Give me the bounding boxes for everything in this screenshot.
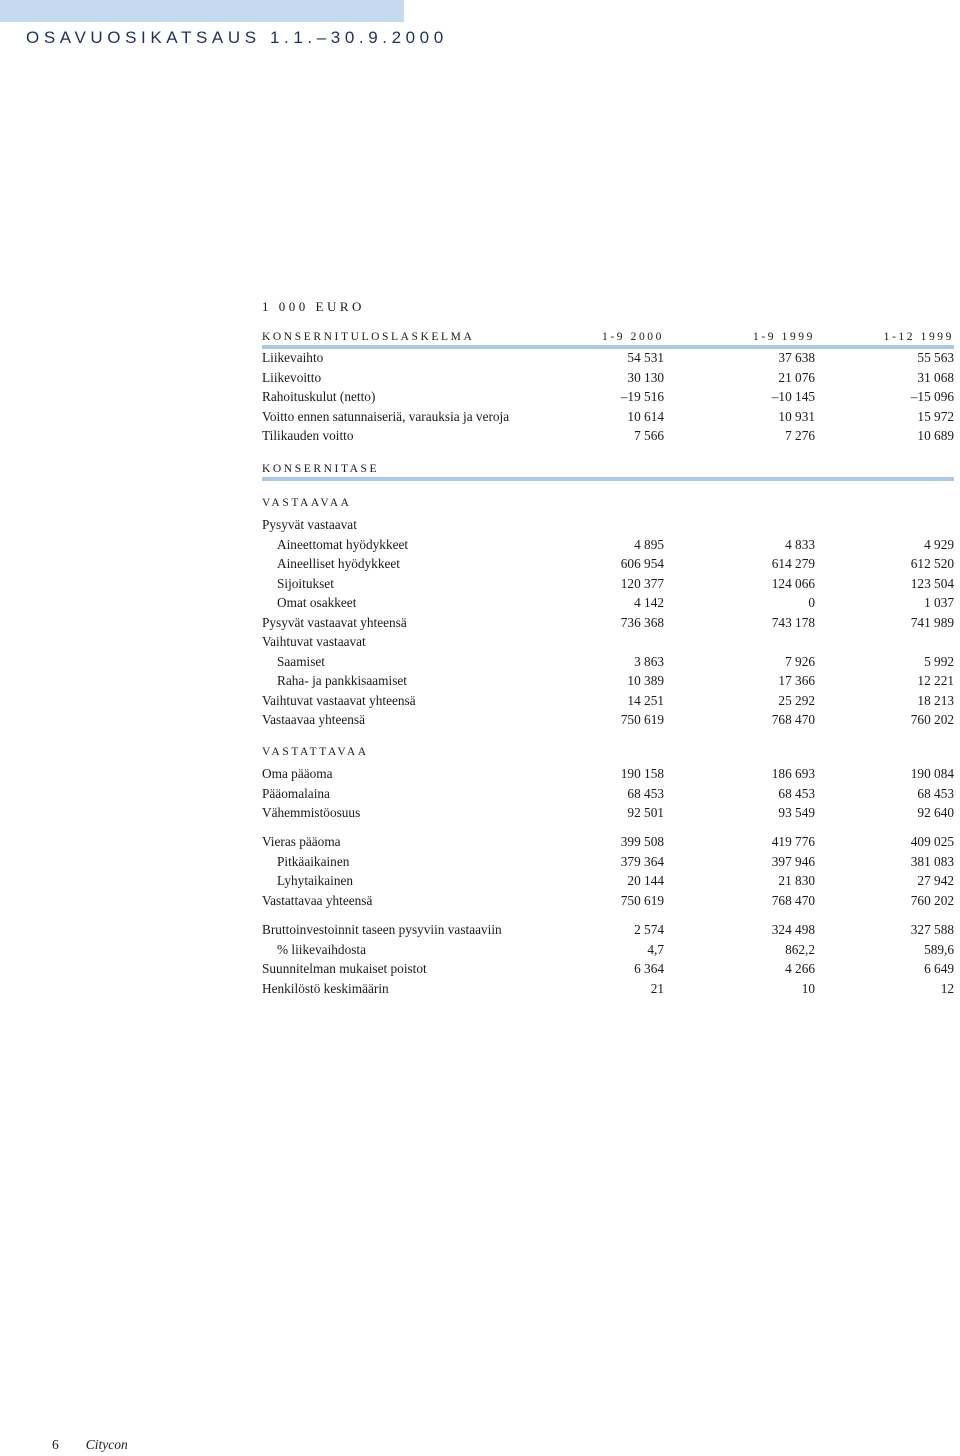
row-label: Pääomalaina xyxy=(262,785,330,801)
unit-label: 1 000 EURO xyxy=(262,299,365,314)
row-label: Vaihtuvat vastaavat xyxy=(262,634,366,649)
row-value-1: 4,7 xyxy=(647,941,664,957)
row-label: Suunnitelman mukaiset poistot xyxy=(262,961,427,976)
table-row xyxy=(262,407,954,426)
row-value-2: 7 926 xyxy=(785,653,815,669)
row-value-1: 7 566 xyxy=(634,428,664,444)
table-row xyxy=(262,348,954,367)
row-value-2: 4 833 xyxy=(785,536,815,552)
row-label: Voitto ennen satunnaiseriä, varauksia ja veroja xyxy=(262,408,510,424)
table-row xyxy=(262,891,954,910)
row-value-1: 14 251 xyxy=(627,692,664,708)
row-value-1: 4 142 xyxy=(634,595,664,610)
table-row xyxy=(262,920,954,939)
table-row xyxy=(262,671,954,690)
row-value-3: 15 972 xyxy=(917,408,954,424)
row-value-1: 54 531 xyxy=(627,350,664,365)
table-row xyxy=(262,593,954,612)
table-row xyxy=(262,871,954,890)
row-value-1: 21 xyxy=(650,980,664,996)
row-value-2: 93 549 xyxy=(778,805,815,820)
row-value-2: 862,2 xyxy=(785,941,815,957)
table-row xyxy=(262,632,954,651)
row-value-3: 10 689 xyxy=(917,428,954,444)
liabilities-title: VASTATTAVAA xyxy=(262,746,369,758)
table-row xyxy=(262,979,954,998)
column-header-2: 1-9 1999 xyxy=(752,331,815,343)
row-label: Oma pääoma xyxy=(262,766,333,781)
row-value-2: 768 470 xyxy=(771,712,815,727)
row-value-1: 3 863 xyxy=(634,653,664,669)
row-value-2: 186 693 xyxy=(771,766,815,781)
table-row xyxy=(262,959,954,978)
balance-sheet-title: KONSERNITASE xyxy=(262,463,380,475)
section-divider xyxy=(262,477,954,481)
table-row xyxy=(262,940,954,959)
row-label: Vastattavaa yhteensä xyxy=(262,892,373,908)
row-label: Henkilöstö keskimäärin xyxy=(262,980,389,996)
row-value-3: –15 096 xyxy=(910,389,954,405)
table-row xyxy=(262,803,954,822)
row-value-1: 399 508 xyxy=(620,834,664,849)
table-row xyxy=(262,387,954,406)
row-value-2: 21 830 xyxy=(778,873,815,888)
row-value-1: 6 364 xyxy=(634,961,664,976)
row-value-1: –19 516 xyxy=(620,389,664,405)
table-row xyxy=(262,515,954,534)
row-label: Sijoitukset xyxy=(277,575,334,591)
row-value-2: 768 470 xyxy=(771,892,815,908)
row-label: Pysyvät vastaavat yhteensä xyxy=(262,614,407,630)
row-label: Rahoituskulut (netto) xyxy=(262,389,376,405)
row-value-1: 750 619 xyxy=(620,712,664,727)
row-value-2: 10 xyxy=(801,980,815,996)
row-value-1: 92 501 xyxy=(627,805,664,820)
column-header-1: 1-9 2000 xyxy=(601,331,664,343)
row-value-2: 324 498 xyxy=(771,922,815,937)
row-value-3: 381 083 xyxy=(910,853,954,869)
row-label: Pitkäaikainen xyxy=(277,853,350,869)
row-value-3: 123 504 xyxy=(910,575,954,591)
row-value-2: 124 066 xyxy=(771,575,815,591)
row-value-1: 736 368 xyxy=(620,614,664,630)
row-value-3: 589,6 xyxy=(924,941,954,957)
row-label: Bruttoinvestoinnit taseen pysyviin vastaaviin xyxy=(262,922,502,937)
row-label: Aineettomat hyödykkeet xyxy=(277,536,409,552)
row-value-3: 409 025 xyxy=(910,834,954,849)
row-value-2: 10 931 xyxy=(778,408,815,424)
table-row xyxy=(262,613,954,632)
row-value-3: 741 989 xyxy=(910,614,954,630)
brand-name: Citycon xyxy=(85,1437,128,1452)
row-value-2: 17 366 xyxy=(778,673,815,688)
row-label: Vastaavaa yhteensä xyxy=(262,712,365,727)
row-value-2: 0 xyxy=(808,595,815,610)
row-value-2: 614 279 xyxy=(771,556,815,571)
row-value-3: 27 942 xyxy=(917,873,954,888)
row-label: Liikevoitto xyxy=(262,369,322,385)
row-value-2: 743 178 xyxy=(771,614,815,630)
row-label: Tilikauden voitto xyxy=(262,428,354,444)
header-accent-bar xyxy=(0,0,404,22)
row-label: Lyhytaikainen xyxy=(277,873,354,888)
table-row xyxy=(262,554,954,573)
row-value-3: 760 202 xyxy=(910,892,954,908)
row-value-3: 31 068 xyxy=(917,369,954,385)
row-value-3: 1 037 xyxy=(924,595,954,610)
page-number: 6 xyxy=(52,1437,59,1452)
row-value-3: 6 649 xyxy=(924,961,954,976)
row-label: Vieras pääoma xyxy=(262,834,341,849)
row-value-3: 12 221 xyxy=(917,673,954,688)
row-label: Saamiset xyxy=(277,653,326,669)
table-row xyxy=(262,691,954,710)
table-row xyxy=(262,784,954,803)
row-value-1: 190 158 xyxy=(620,766,664,781)
row-value-2: 419 776 xyxy=(771,834,815,849)
row-value-1: 750 619 xyxy=(620,892,664,908)
table-row xyxy=(262,368,954,387)
row-value-3: 55 563 xyxy=(917,350,954,365)
row-label: Omat osakkeet xyxy=(277,595,357,610)
table-row xyxy=(262,652,954,671)
row-value-1: 68 453 xyxy=(627,785,664,801)
table-row xyxy=(262,832,954,851)
row-value-3: 190 084 xyxy=(910,766,954,781)
row-value-3: 612 520 xyxy=(910,556,954,571)
row-value-3: 12 xyxy=(940,980,954,996)
row-value-1: 4 895 xyxy=(634,536,664,552)
row-value-3: 5 992 xyxy=(924,653,954,669)
row-value-3: 18 213 xyxy=(917,692,954,708)
row-label: Liikevaihto xyxy=(262,350,324,365)
row-value-2: 21 076 xyxy=(778,369,815,385)
income-statement-title: KONSERNITULOSLASKELMA xyxy=(262,331,475,343)
row-value-1: 30 130 xyxy=(627,369,664,385)
column-header-3: 1-12 1999 xyxy=(883,331,954,343)
row-value-2: 25 292 xyxy=(778,692,815,708)
table-row xyxy=(262,535,954,554)
row-value-2: 397 946 xyxy=(771,853,815,869)
row-value-3: 4 929 xyxy=(924,536,954,552)
row-value-1: 120 377 xyxy=(620,575,664,591)
table-row xyxy=(262,574,954,593)
row-value-2: –10 145 xyxy=(771,389,815,405)
table-row xyxy=(262,764,954,783)
row-label: Pysyvät vastaavat xyxy=(262,517,357,532)
assets-title: VASTAAVAA xyxy=(262,497,352,509)
table-row xyxy=(262,710,954,729)
row-value-3: 92 640 xyxy=(917,805,954,820)
row-value-3: 68 453 xyxy=(917,785,954,801)
row-label: Aineelliset hyödykkeet xyxy=(277,556,400,571)
table-row xyxy=(262,426,954,445)
row-value-2: 4 266 xyxy=(785,961,815,976)
row-value-1: 10 614 xyxy=(627,408,664,424)
row-value-3: 327 588 xyxy=(910,922,954,937)
income-statement-header xyxy=(262,331,954,345)
row-value-1: 379 364 xyxy=(620,853,664,869)
row-label: Raha- ja pankkisaamiset xyxy=(277,673,407,688)
row-value-2: 68 453 xyxy=(778,785,815,801)
row-label: % liikevaihdosta xyxy=(277,941,366,957)
row-value-3: 760 202 xyxy=(910,712,954,727)
row-label: Vähemmistöosuus xyxy=(262,805,361,820)
row-value-1: 2 574 xyxy=(634,922,664,937)
row-label: Vaihtuvat vastaavat yhteensä xyxy=(262,692,416,708)
page-footer xyxy=(52,1437,128,1453)
row-value-1: 606 954 xyxy=(620,556,664,571)
row-value-2: 7 276 xyxy=(785,428,815,444)
row-value-2: 37 638 xyxy=(778,350,815,365)
row-value-1: 10 389 xyxy=(627,673,664,688)
table-row xyxy=(262,852,954,871)
document-title: OSAVUOSIKATSAUS 1.1.–30.9.2000 xyxy=(26,28,448,47)
row-value-1: 20 144 xyxy=(627,873,664,888)
